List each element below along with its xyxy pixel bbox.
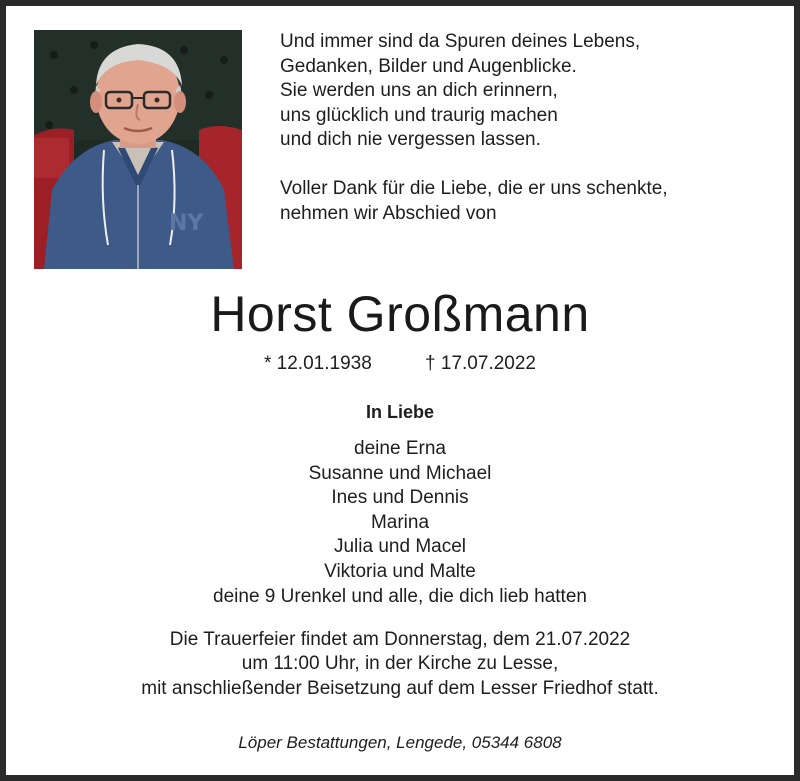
family-member: Ines und Dennis xyxy=(331,487,469,509)
birth-date: * 12.01.1938 xyxy=(264,353,372,374)
svg-text:NY: NY xyxy=(169,211,204,236)
service-line: Die Trauerfeier findet am Donnerstag, dem 21.07.2022 xyxy=(169,629,631,650)
poem-line: Und immer sind da Spuren deines Lebens, xyxy=(280,31,641,52)
thanks-line: Voller Dank für die Liebe, die er uns schenkte, xyxy=(280,178,668,199)
family-member: Viktoria und Malte xyxy=(324,560,476,582)
family-member: Susanne und Michael xyxy=(308,462,492,484)
funeral-service-info xyxy=(6,628,794,701)
family-member: deine 9 Urenkel und alle, die dich lieb hatten xyxy=(213,585,587,607)
poem-line: Sie werden uns an dich erinnern, xyxy=(280,80,558,101)
portrait-photo xyxy=(34,30,242,269)
death-date: † 17.07.2022 xyxy=(425,353,536,374)
poem-line: und dich nie vergessen lassen. xyxy=(280,129,541,150)
family-member: Julia und Macel xyxy=(333,536,467,558)
poem-text xyxy=(280,30,668,226)
in-love-heading: In Liebe xyxy=(365,402,434,422)
family-member: Marina xyxy=(370,511,430,533)
poem-line: uns glücklich und traurig machen xyxy=(280,104,558,126)
life-dates xyxy=(6,352,794,376)
deceased-name: Horst Großmann xyxy=(210,286,590,342)
service-line: mit anschließender Beisetzung auf dem Lesser Friedhof statt. xyxy=(141,677,659,699)
poem-spacer xyxy=(280,153,668,178)
service-line: um 11:00 Uhr, in der Kirche zu Lesse, xyxy=(241,653,559,675)
family-list xyxy=(6,437,794,609)
thanks-line: nehmen wir Abschied von xyxy=(280,202,497,224)
family-member: deine Erna xyxy=(354,438,446,459)
undertaker-contact: Löper Bestattungen, Lengede, 05344 6808 xyxy=(238,733,562,752)
poem-line: Gedanken, Bilder und Augenblicke. xyxy=(280,55,577,77)
obituary-notice xyxy=(6,6,794,775)
